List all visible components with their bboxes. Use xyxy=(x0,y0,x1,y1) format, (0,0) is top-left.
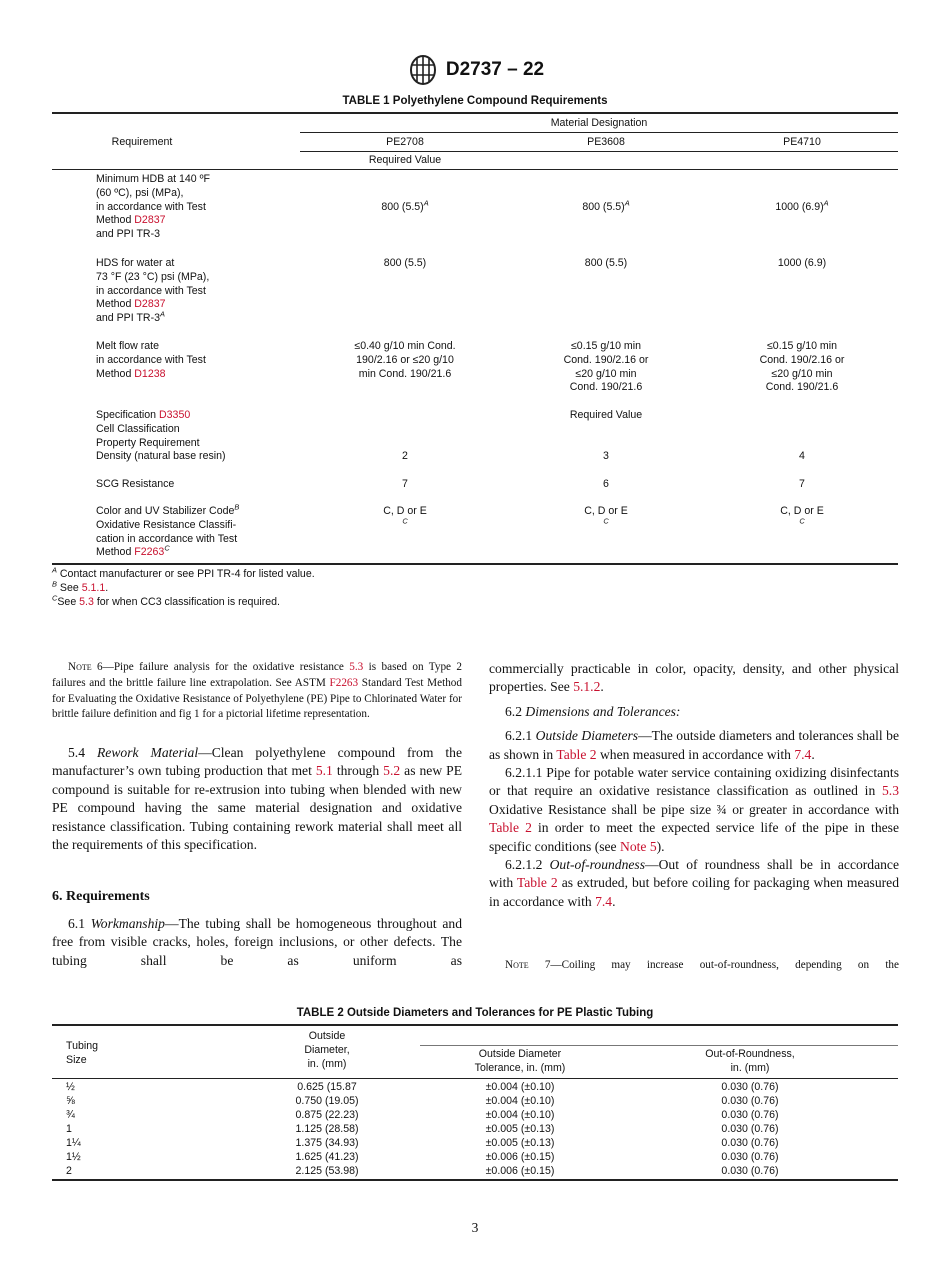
table2-title: TABLE 2 Outside Diameters and Tolerances for PE Plastic Tubing xyxy=(296,1007,654,1019)
requirement-cell xyxy=(96,340,206,381)
text-run: C, D or E xyxy=(383,505,427,517)
text-run: 5.4 xyxy=(68,745,97,760)
value-cell-pe3608 xyxy=(506,478,706,492)
out-of-roundness-cell: 0.030 (0.76) xyxy=(721,1137,779,1149)
text-run: 1000 (6.9) xyxy=(777,257,827,269)
table-row xyxy=(52,1165,898,1179)
table-row xyxy=(52,1151,898,1165)
text-run: commercially practicable in color, opacity, density, and other physical properties. See xyxy=(489,661,899,695)
table2-top-rule xyxy=(52,1024,898,1026)
text-run: when measured in accordance with xyxy=(596,746,795,762)
outside-diameter-cell: 1.375 (34.93) xyxy=(295,1137,359,1149)
footnote-marker: A xyxy=(52,565,57,575)
text-run: in order to meet the expected service life of the pipe in these specific conditions (see xyxy=(489,820,899,854)
value-cell-pe2708 xyxy=(305,198,505,215)
text-run: —Out of roundness shall be in accordance with xyxy=(489,857,899,891)
table2-header-rule xyxy=(52,1078,898,1079)
reference-link[interactable]: 5.3 xyxy=(882,783,899,799)
table1-title: TABLE 1 Polyethylene Compound Requirements xyxy=(342,95,608,107)
footnote-marker: A xyxy=(423,198,429,208)
text-run: Density (natural base resin) xyxy=(96,450,226,462)
out-of-roundness-cell: 0.030 (0.76) xyxy=(721,1165,779,1177)
table-footnote xyxy=(52,593,280,610)
text-run: 2 xyxy=(402,450,408,462)
footnote-marker: A xyxy=(160,309,165,319)
text-run: Oxidative Resistance Classifi- cation in accordance with Test Method xyxy=(96,518,238,559)
text-run: 6—Pipe failure analysis for the oxidative resistance xyxy=(91,661,350,673)
header-od-tolerance: Outside Diameter Tolerance, in. (mm) xyxy=(474,1048,566,1074)
footnote-marker: C xyxy=(164,543,170,553)
value-cell-pe4710 xyxy=(702,257,902,271)
table-row xyxy=(52,1095,898,1109)
tubing-size-cell: 2 xyxy=(66,1165,72,1177)
header-outside-diameter: Outside Diameter, in. (mm) xyxy=(304,1030,350,1070)
table-row xyxy=(52,1123,898,1137)
text-run: —The outside diameters and tolerances shall be as shown in xyxy=(489,728,899,762)
text-run: —Clean polyethylene compound from the manufacturer’s own tubing production that met xyxy=(52,745,463,779)
footnote-marker: A xyxy=(624,198,630,208)
text-run: Standard Test Method for Evaluating the Oxidative Resistance of Polyethylene (PE) Pipe to Chlorinated Water for brittle failure definition and fig 1 for a pictorial lifetime representation. xyxy=(52,676,462,721)
tolerance-cell: ±0.004 (±0.10) xyxy=(485,1081,555,1093)
value-cell-pe2708 xyxy=(305,478,505,492)
outside-diameter-cell: 2.125 (53.98) xyxy=(295,1165,359,1177)
reference-link[interactable]: Table 2 xyxy=(489,820,532,836)
section-6-2-1-1 xyxy=(489,764,899,856)
reference-link[interactable]: 5.1 xyxy=(315,763,333,779)
text-run: 7 xyxy=(799,478,805,490)
value-cell-pe3608 xyxy=(506,409,706,423)
section-6-1 xyxy=(52,915,462,970)
reference-link[interactable]: 5.1.1 xyxy=(81,582,106,594)
text-run: 7—Coiling may increase out-of-roundness, depending on the xyxy=(528,959,899,971)
footnote-marker: B xyxy=(52,579,57,589)
reference-link[interactable]: 7.4 xyxy=(794,746,812,762)
text-run: 6 xyxy=(603,478,609,490)
divider xyxy=(300,151,898,152)
section-6-2-1-2 xyxy=(489,856,899,911)
text-run: and PPI TR-3 xyxy=(96,312,160,325)
text-run: 6.2.1.1 Pipe for potable water service containing oxidizing disinfectants or that require an oxidative resistance classification as outlined in xyxy=(489,765,899,799)
note-7 xyxy=(489,958,899,974)
reference-link[interactable]: 5.2 xyxy=(383,763,401,779)
value-cell-pe3608 xyxy=(506,450,706,464)
text-run: Melt flow rate in accordance with Test Method xyxy=(96,340,206,380)
requirement-cell xyxy=(96,257,209,326)
table-row xyxy=(52,1081,898,1095)
column-header-pe4710: PE4710 xyxy=(783,136,821,148)
text-run: ≤0.40 g/10 min Cond. 190/2.16 or ≤20 g/10 min Cond. 190/21.6 xyxy=(354,340,456,380)
text-run: ). xyxy=(656,838,665,854)
reference-link[interactable]: D2837 xyxy=(134,214,166,227)
out-of-roundness-cell: 0.030 (0.76) xyxy=(721,1081,779,1093)
required-value-header: Required Value xyxy=(368,154,442,166)
text-run: C, D or E xyxy=(780,505,824,517)
out-of-roundness-cell: 0.030 (0.76) xyxy=(721,1109,779,1121)
outside-diameter-cell: 1.625 (41.23) xyxy=(295,1151,359,1163)
text-run: Minimum HDB at 140 ºF (60 ºC), psi (MPa), in accordance with Test Method xyxy=(96,173,210,227)
text-run: through xyxy=(332,763,384,779)
requirement-header: Requirement xyxy=(111,136,173,148)
value-cell-pe2708 xyxy=(305,450,505,464)
italic-heading: Outside Diameters xyxy=(535,728,639,744)
value-cell-pe3608 xyxy=(506,257,706,271)
tolerance-cell: ±0.004 (±0.10) xyxy=(485,1095,555,1107)
text-run: 7 xyxy=(402,478,408,490)
tubing-size-cell: ⅝ xyxy=(66,1095,75,1107)
table2-bottom-rule xyxy=(52,1179,898,1181)
text-run: 6.2.1 xyxy=(505,728,536,744)
text-run: 800 (5.5) xyxy=(383,257,427,269)
reference-link[interactable]: Note 5 xyxy=(620,838,657,854)
text-run: Color and UV Stabilizer Code xyxy=(96,505,235,517)
value-cell-pe4710 xyxy=(702,505,902,533)
value-cell-pe3608 xyxy=(506,198,706,215)
reference-link[interactable]: F2263 xyxy=(134,546,165,559)
footnote-marker: B xyxy=(234,502,240,512)
text-run: as new PE compound is suitable for re-extrusion into tubing when blended with new PE compound having the same material designation and oxidative resistance classification. Tubing containing rework material shall meet all the requirements of this specification. xyxy=(52,763,462,853)
italic-heading: Out-of-roundness xyxy=(549,857,646,873)
text-run: is based on Type 2 failures and the brittle failure line extrapolation. See ASTM xyxy=(52,661,463,689)
reference-link[interactable]: D2837 xyxy=(134,298,166,311)
tubing-size-cell: ¾ xyxy=(66,1109,75,1121)
text-run: Contact manufacturer or see PPI TR-4 for listed value. xyxy=(56,568,315,580)
footnote-marker: A xyxy=(823,198,829,208)
italic-heading: Workmanship xyxy=(90,916,165,931)
tubing-size-cell: 1 xyxy=(66,1123,72,1135)
tubing-size-cell: ½ xyxy=(66,1081,75,1093)
text-run: for when CC3 classification is required. xyxy=(93,596,280,608)
tubing-size-cell: 1¼ xyxy=(66,1137,81,1149)
section-6-2 xyxy=(489,703,899,721)
reference-link[interactable]: Table 2 xyxy=(516,875,558,891)
requirement-cell xyxy=(96,502,240,560)
text-run: 6.2 xyxy=(505,703,526,719)
text-run: Specification xyxy=(96,409,160,421)
outside-diameter-cell: 0.750 (19.05) xyxy=(295,1095,359,1107)
italic-heading: Rework Material xyxy=(97,745,199,760)
document-header xyxy=(0,55,950,85)
reference-link[interactable]: D3350 xyxy=(159,409,191,421)
value-cell-pe4710 xyxy=(702,478,902,492)
table1-header-rule xyxy=(52,169,898,170)
outside-diameter-cell: 1.125 (28.58) xyxy=(295,1123,359,1135)
reference-link[interactable]: D1238 xyxy=(134,367,166,380)
text-run: ≤0.15 g/10 min Cond. 190/2.16 or ≤20 g/10 min Cond. 190/21.6 xyxy=(563,340,649,394)
text-run: . xyxy=(600,679,604,695)
tolerance-cell: ±0.004 (±0.10) xyxy=(485,1109,555,1121)
out-of-roundness-cell: 0.030 (0.76) xyxy=(721,1095,779,1107)
text-run: SCG Resistance xyxy=(96,478,175,490)
out-of-roundness-cell: 0.030 (0.76) xyxy=(721,1151,779,1163)
value-cell-pe4710 xyxy=(702,198,902,215)
tolerance-cell: ±0.005 (±0.13) xyxy=(485,1137,555,1149)
section-5-4 xyxy=(52,744,462,854)
text-run: 6.2.1.2 xyxy=(505,857,550,873)
requirement-cell xyxy=(96,478,174,492)
text-run: 800 (5.5) xyxy=(582,201,625,213)
section-heading-requirements: 6. Requirements xyxy=(52,889,150,904)
page-number: 3 xyxy=(471,1220,479,1235)
text-run: 800 (5.5) xyxy=(584,257,628,269)
reference-link[interactable]: 5.1.2 xyxy=(573,679,601,695)
value-cell-pe2708 xyxy=(305,257,505,271)
text-run: 3 xyxy=(603,450,609,462)
value-cell-pe4710 xyxy=(702,340,902,395)
reference-link[interactable]: 5.3 xyxy=(349,661,364,673)
text-run: . xyxy=(612,893,616,909)
tolerance-cell: ±0.005 (±0.13) xyxy=(485,1123,555,1135)
tolerance-cell: ±0.006 (±0.15) xyxy=(485,1151,555,1163)
text-run: as extruded, but before coiling for packaging when measured in accordance with xyxy=(489,875,899,909)
reference-link[interactable]: Table 2 xyxy=(556,746,597,762)
table-row xyxy=(52,1109,898,1123)
footnote-marker: C xyxy=(603,516,609,526)
material-designation-header: Material Designation xyxy=(550,117,648,129)
designation: D2737 – 22 xyxy=(445,59,545,81)
table1-bottom-rule xyxy=(52,563,898,565)
text-run: 4 xyxy=(799,450,805,462)
text-run: . xyxy=(105,582,109,594)
tolerance-cell: ±0.006 (±0.15) xyxy=(485,1165,555,1177)
text-run: C, D or E xyxy=(584,505,628,517)
table-row xyxy=(52,1137,898,1151)
header-tubing-size: Tubing Size xyxy=(66,1040,98,1066)
text-run: Oxidative Resistance shall be pipe size ¾ or greater in accordance with xyxy=(489,801,899,817)
column-header-pe3608: PE3608 xyxy=(587,136,625,148)
tubing-size-cell: 1½ xyxy=(66,1151,81,1163)
reference-link[interactable]: F2263 xyxy=(329,676,359,689)
reference-link[interactable]: 7.4 xyxy=(595,893,613,909)
value-cell-pe2708 xyxy=(305,505,505,533)
column-header-pe2708: PE2708 xyxy=(386,136,424,148)
text-run: 6.1 xyxy=(68,916,91,931)
table-footnote xyxy=(52,565,315,582)
value-cell-pe3608 xyxy=(506,340,706,395)
value-cell-pe2708 xyxy=(305,340,505,381)
continued-paragraph xyxy=(489,660,899,697)
text-run: —The tubing shall be homogeneous throughout and free from visible cracks, holes, foreign inclusions, or other defects. The tubing shall be as uniform as xyxy=(52,916,462,968)
outside-diameter-cell: 0.625 (15.87 xyxy=(297,1081,357,1093)
section-6-2-1 xyxy=(489,727,899,764)
text-run: Cell Classification Property Requirement xyxy=(96,422,200,449)
requirement-cell xyxy=(96,173,210,242)
divider xyxy=(420,1045,898,1046)
outside-diameter-cell: 0.875 (22.23) xyxy=(295,1109,359,1121)
reference-link[interactable]: 5.3 xyxy=(79,596,94,608)
footnote-marker: C xyxy=(799,516,805,526)
text-run: 800 (5.5) xyxy=(381,201,424,213)
note-label: Note xyxy=(505,959,529,971)
text-run: and PPI TR-3 xyxy=(96,228,160,241)
requirement-cell xyxy=(96,450,226,464)
text-run: See xyxy=(57,596,80,608)
right-column xyxy=(489,660,899,911)
text-run: 1000 (6.9) xyxy=(775,201,824,213)
footnote-marker: C xyxy=(402,516,408,526)
footnote-marker: C xyxy=(52,593,58,603)
note-6 xyxy=(52,660,462,723)
text-run: Required Value xyxy=(569,409,643,421)
value-cell-pe4710 xyxy=(702,450,902,464)
out-of-roundness-cell: 0.030 (0.76) xyxy=(721,1123,779,1135)
text-run: ≤0.15 g/10 min Cond. 190/2.16 or ≤20 g/10 min Cond. 190/21.6 xyxy=(759,340,845,394)
value-cell-pe3608 xyxy=(506,505,706,533)
note-label: Note xyxy=(68,661,92,673)
header-out-of-roundness: Out-of-Roundness, in. (mm) xyxy=(705,1048,795,1074)
text-run: See xyxy=(56,582,82,594)
italic-heading: Dimensions and Tolerances: xyxy=(525,703,681,719)
text-run: HDS for water at 73 °F (23 °C) psi (MPa), in accordance with Test Method xyxy=(96,257,210,311)
requirement-cell xyxy=(96,409,200,450)
divider xyxy=(300,132,898,133)
table-footnote xyxy=(52,579,109,596)
text-run: . xyxy=(811,746,815,762)
astm-logo-icon xyxy=(406,55,440,85)
table1-top-rule xyxy=(52,112,898,114)
